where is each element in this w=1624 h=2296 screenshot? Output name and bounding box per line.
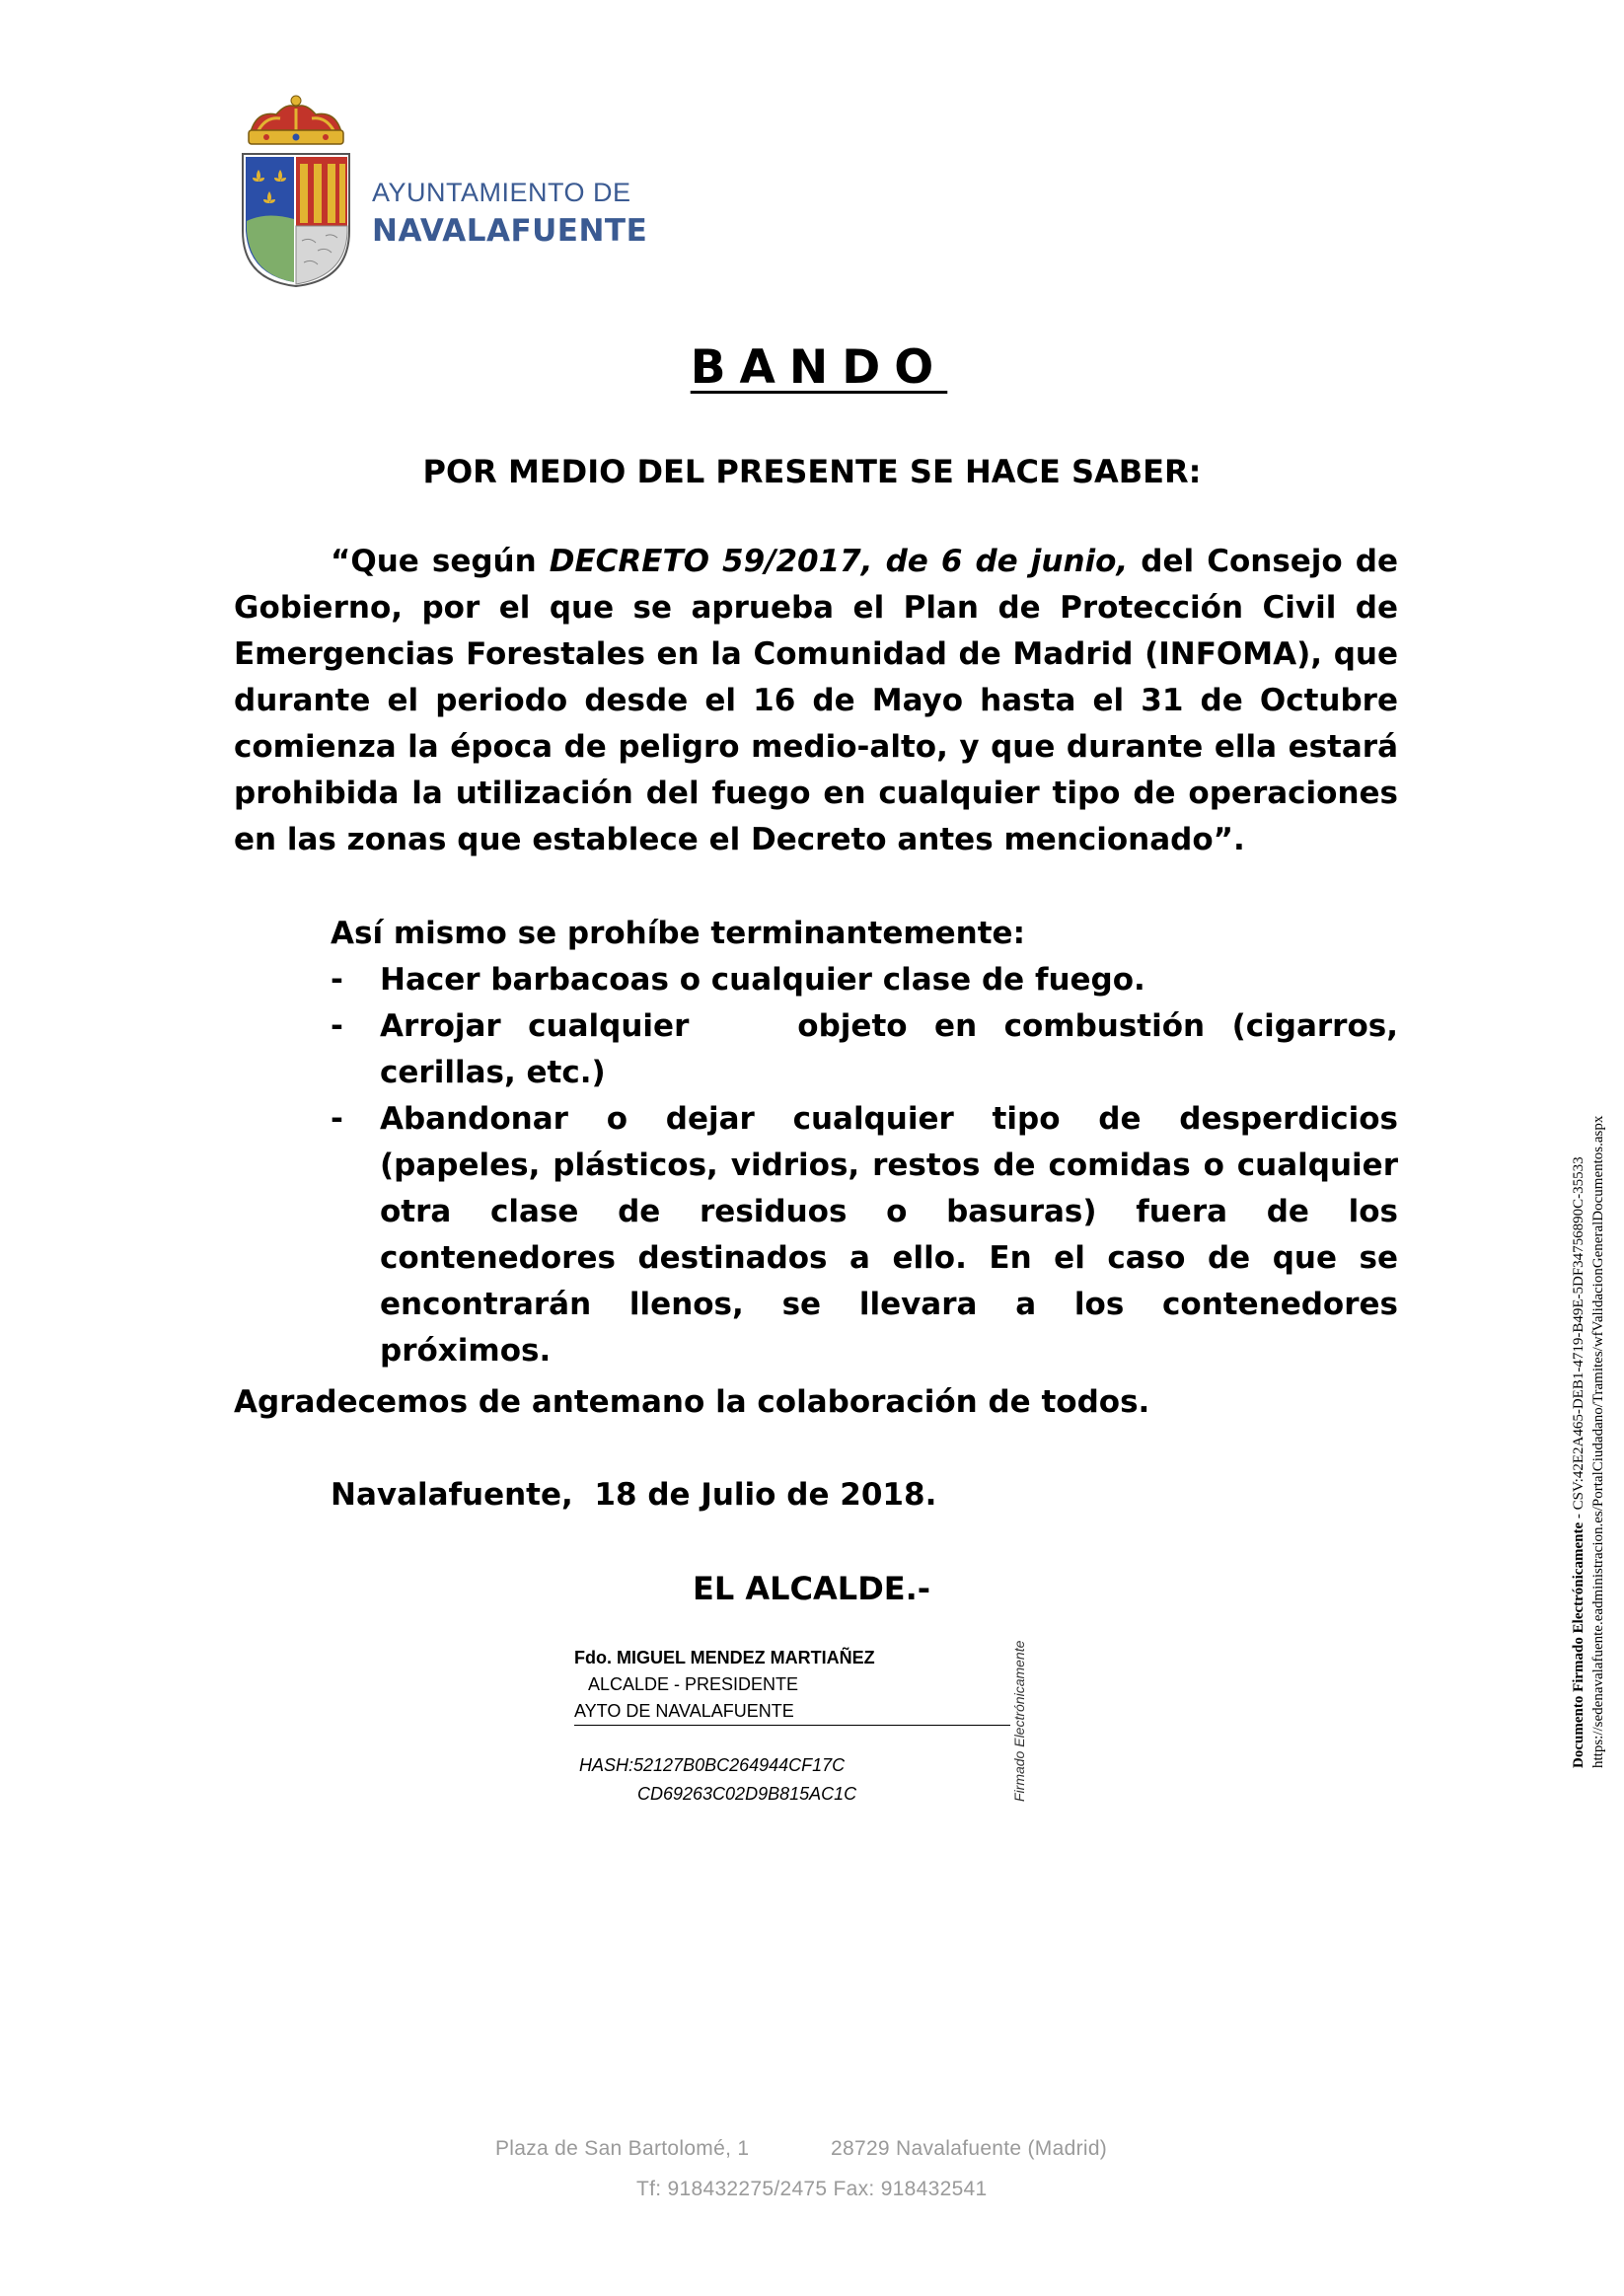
- list-item: - Abandonar o dejar cualquier tipo de desperdicios (papeles, plásticos, vidrios, restos de comidas o cualquier otra clase de residuos o basuras) fuera de los contenedores destinados a ello. En el caso de que se encontrarán llenos, se llevara a los contenedores próximos.: [331, 1101, 1398, 1369]
- org-name-line2: NAVALAFUENTE: [372, 213, 648, 249]
- document-subtitle: POR MEDIO DEL PRESENTE SE HACE SABER:: [422, 453, 1202, 490]
- validation-stamp-line1: Documento Firmado Electrónicamente - CSV:42E2A465-DEB1-4719-B49E-5DF34756890C-35533: [1571, 1156, 1587, 1768]
- coat-of-arms-icon: [237, 93, 355, 290]
- mayor-heading: EL ALCALDE.-: [693, 1570, 931, 1607]
- footer-city: 28729 Navalafuente (Madrid): [831, 2137, 1108, 2160]
- footer-address: Plaza de San Bartolomé, 1: [495, 2137, 750, 2160]
- signatory-org: AYTO DE NAVALAFUENTE: [574, 1701, 794, 1721]
- list-item: - Arrojar cualquier objeto en combustión (cigarros, cerillas, etc.): [331, 1008, 1409, 1090]
- place-and-date: Navalafuente, 18 de Julio de 2018.: [331, 1477, 937, 1513]
- prohibition-list: [331, 957, 1409, 1374]
- signatory-role: ALCALDE - PRESIDENTE: [588, 1674, 799, 1694]
- prohibition-intro: Así mismo se prohíbe terminantemente:: [331, 916, 1025, 951]
- decree-reference: DECRETO 59/2017, de 6 de junio,: [549, 544, 1129, 579]
- signature-hash-line2: CD69263C02D9B815AC1C: [637, 1784, 857, 1804]
- document-title: BANDO: [690, 340, 948, 395]
- signature-hash-line1: HASH:52127B0BC264944CF17C: [579, 1755, 846, 1775]
- list-item: - Hacer barbacoas o cualquier clase de fuego.: [331, 962, 1145, 998]
- org-name-line1: AYUNTAMIENTO DE: [372, 178, 631, 207]
- validation-url[interactable]: https://sedenavalafuente.eadministracion.es/PortalCiudadano/Tramites/wfValidacionGeneralDocumentos.aspx: [1590, 1115, 1606, 1768]
- decree-paragraph: “Que según DECRETO 59/2017, de 6 de junio, del Consejo de Gobierno, por el que se aprueba el Plan de Protección Civil de Emergencias Forestales en la Comunidad de Madrid (INFOMA), que durante el periodo desde el 16 de Mayo hasta el 31 de Octubre comienza la época de peligro medio-alto, y que durante ella estará prohibida la utilización del fuego en cualquier tipo de operaciones en las zonas que establece el Decreto antes mencionado”.: [234, 544, 1399, 857]
- thanks-line: Agradecemos de antemano la colaboración de todos.: [234, 1384, 1150, 1420]
- signature-divider: [574, 1725, 1010, 1726]
- footer-phone: Tf: 918432275/2475 Fax: 918432541: [636, 2178, 988, 2200]
- crown-icon: [249, 96, 343, 144]
- signatory-name: Fdo. MIGUEL MENDEZ MARTIAÑEZ: [574, 1648, 875, 1667]
- electronic-signature-note: Firmado Electrónicamente: [1011, 1640, 1027, 1802]
